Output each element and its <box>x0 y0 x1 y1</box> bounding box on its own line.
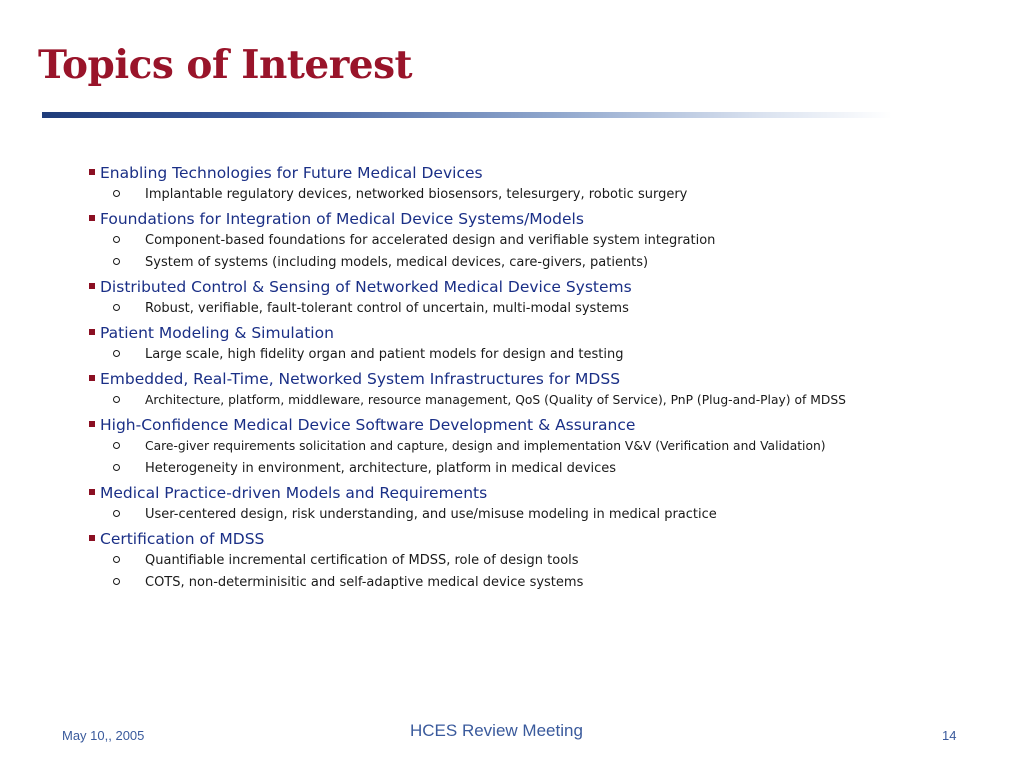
square-bullet-icon <box>89 489 95 495</box>
subtopic-item <box>0 505 1024 526</box>
subtopic-label: Heterogeneity in environment, architecture, platform in medical devices <box>145 461 617 476</box>
subtopic-label: Implantable regulatory devices, networked biosensors, telesurgery, robotic surgery <box>145 187 688 202</box>
topic-item <box>0 367 1024 390</box>
subtopic-item <box>0 253 1024 274</box>
topic-label: Embedded, Real-Time, Networked System Infrastructures for MDSS <box>100 370 621 388</box>
topic-item <box>0 413 1024 436</box>
square-bullet-icon <box>89 169 95 175</box>
square-bullet-icon <box>89 535 95 541</box>
title-underline-rule <box>42 112 892 118</box>
topic-label: Enabling Technologies for Future Medical Devices <box>100 164 483 182</box>
subtopic-item <box>0 345 1024 366</box>
subtopic-label: Large scale, high fidelity organ and patient models for design and testing <box>145 347 624 362</box>
topic-label: High-Confidence Medical Device Software Development & Assurance <box>100 416 636 434</box>
subtopic-label: Care-giver requirements solicitation and capture, design and implementation V&V (Verification and Validation) <box>145 439 826 453</box>
subtopic-label: COTS, non-determinisitic and self-adaptive medical device systems <box>145 575 584 590</box>
circle-bullet-icon <box>113 464 120 471</box>
topic-item <box>0 207 1024 230</box>
footer-page-number: 14 <box>942 728 957 743</box>
circle-bullet-icon <box>113 578 120 585</box>
footer-meeting-title: HCES Review Meeting <box>410 721 583 740</box>
circle-bullet-icon <box>113 236 120 243</box>
circle-bullet-icon <box>113 304 120 311</box>
circle-bullet-icon <box>113 258 120 265</box>
subtopic-item <box>0 231 1024 252</box>
topic-item <box>0 161 1024 184</box>
subtopic-item <box>0 391 1024 412</box>
footer-date: May 10,, 2005 <box>62 728 145 743</box>
subtopic-item <box>0 299 1024 320</box>
subtopic-label: Robust, verifiable, fault-tolerant control of uncertain, multi-modal systems <box>145 301 629 316</box>
circle-bullet-icon <box>113 190 120 197</box>
subtopic-item <box>0 437 1024 458</box>
circle-bullet-icon <box>113 350 120 357</box>
subtopic-label: Architecture, platform, middleware, resource management, QoS (Quality of Service), PnP (Plug-and-Play) of MDSS <box>145 393 846 407</box>
subtopic-item <box>0 551 1024 572</box>
topic-item <box>0 481 1024 504</box>
square-bullet-icon <box>89 215 95 221</box>
subtopic-label: System of systems (including models, medical devices, care-givers, patients) <box>145 255 649 270</box>
subtopic-item <box>0 185 1024 206</box>
slide-title: Topics of Interest <box>38 42 413 88</box>
square-bullet-icon <box>89 329 95 335</box>
circle-bullet-icon <box>113 510 120 517</box>
subtopic-label: Quantifiable incremental certification of MDSS, role of design tools <box>145 553 579 568</box>
subtopic-label: Component-based foundations for accelerated design and verifiable system integration <box>145 233 716 248</box>
square-bullet-icon <box>89 375 95 381</box>
circle-bullet-icon <box>113 442 120 449</box>
square-bullet-icon <box>89 283 95 289</box>
circle-bullet-icon <box>113 556 120 563</box>
topic-label: Medical Practice-driven Models and Requirements <box>100 484 488 502</box>
topic-item <box>0 275 1024 298</box>
topic-label: Certification of MDSS <box>100 530 265 548</box>
topic-item <box>0 321 1024 344</box>
topics-list <box>0 160 1024 594</box>
topic-label: Foundations for Integration of Medical Device Systems/Models <box>100 210 584 228</box>
topic-item <box>0 527 1024 550</box>
subtopic-item <box>0 573 1024 594</box>
square-bullet-icon <box>89 421 95 427</box>
subtopic-item <box>0 459 1024 480</box>
subtopic-label: User-centered design, risk understanding, and use/misuse modeling in medical practice <box>145 507 717 522</box>
topic-label: Distributed Control & Sensing of Networked Medical Device Systems <box>100 278 632 296</box>
topic-label: Patient Modeling & Simulation <box>100 324 334 342</box>
circle-bullet-icon <box>113 396 120 403</box>
